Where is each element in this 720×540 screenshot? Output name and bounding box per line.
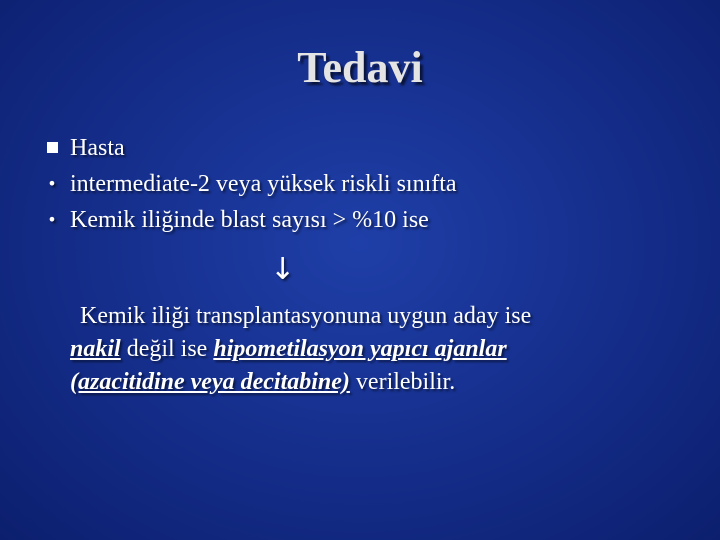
paragraph-line-1: Kemik iliği transplantasyonuna uygun aday ise <box>80 303 532 329</box>
paragraph-text-end: verilebilir. <box>349 369 456 395</box>
bullet-text: Kemik iliğinde blast sayısı > %10 ise <box>70 207 429 233</box>
dot-bullet-icon: • <box>47 210 57 229</box>
bullet-text: intermediate-2 veya yüksek riskli sınıfta <box>70 171 457 197</box>
treatment-paragraph <box>70 300 700 399</box>
bullet-item-risk <box>42 166 702 202</box>
paragraph-text: değil ise <box>120 336 214 362</box>
slide-title: Tedavi <box>297 43 423 92</box>
square-bullet-icon <box>42 130 62 166</box>
bullet-item-hasta <box>42 130 702 166</box>
bullet-text: Hasta <box>70 135 125 161</box>
down-arrow-icon: ↓ <box>270 252 296 287</box>
dot-bullet-icon: • <box>47 174 57 193</box>
paragraph-drug-names: (azacitidine veya decitabine) <box>70 369 350 395</box>
paragraph-nakil: nakil <box>70 336 121 362</box>
bullet-list <box>42 130 702 238</box>
paragraph-hypomethylating-agents: hipometilasyon yapıcı ajanlar <box>213 336 507 362</box>
bullet-item-blast <box>42 202 702 238</box>
